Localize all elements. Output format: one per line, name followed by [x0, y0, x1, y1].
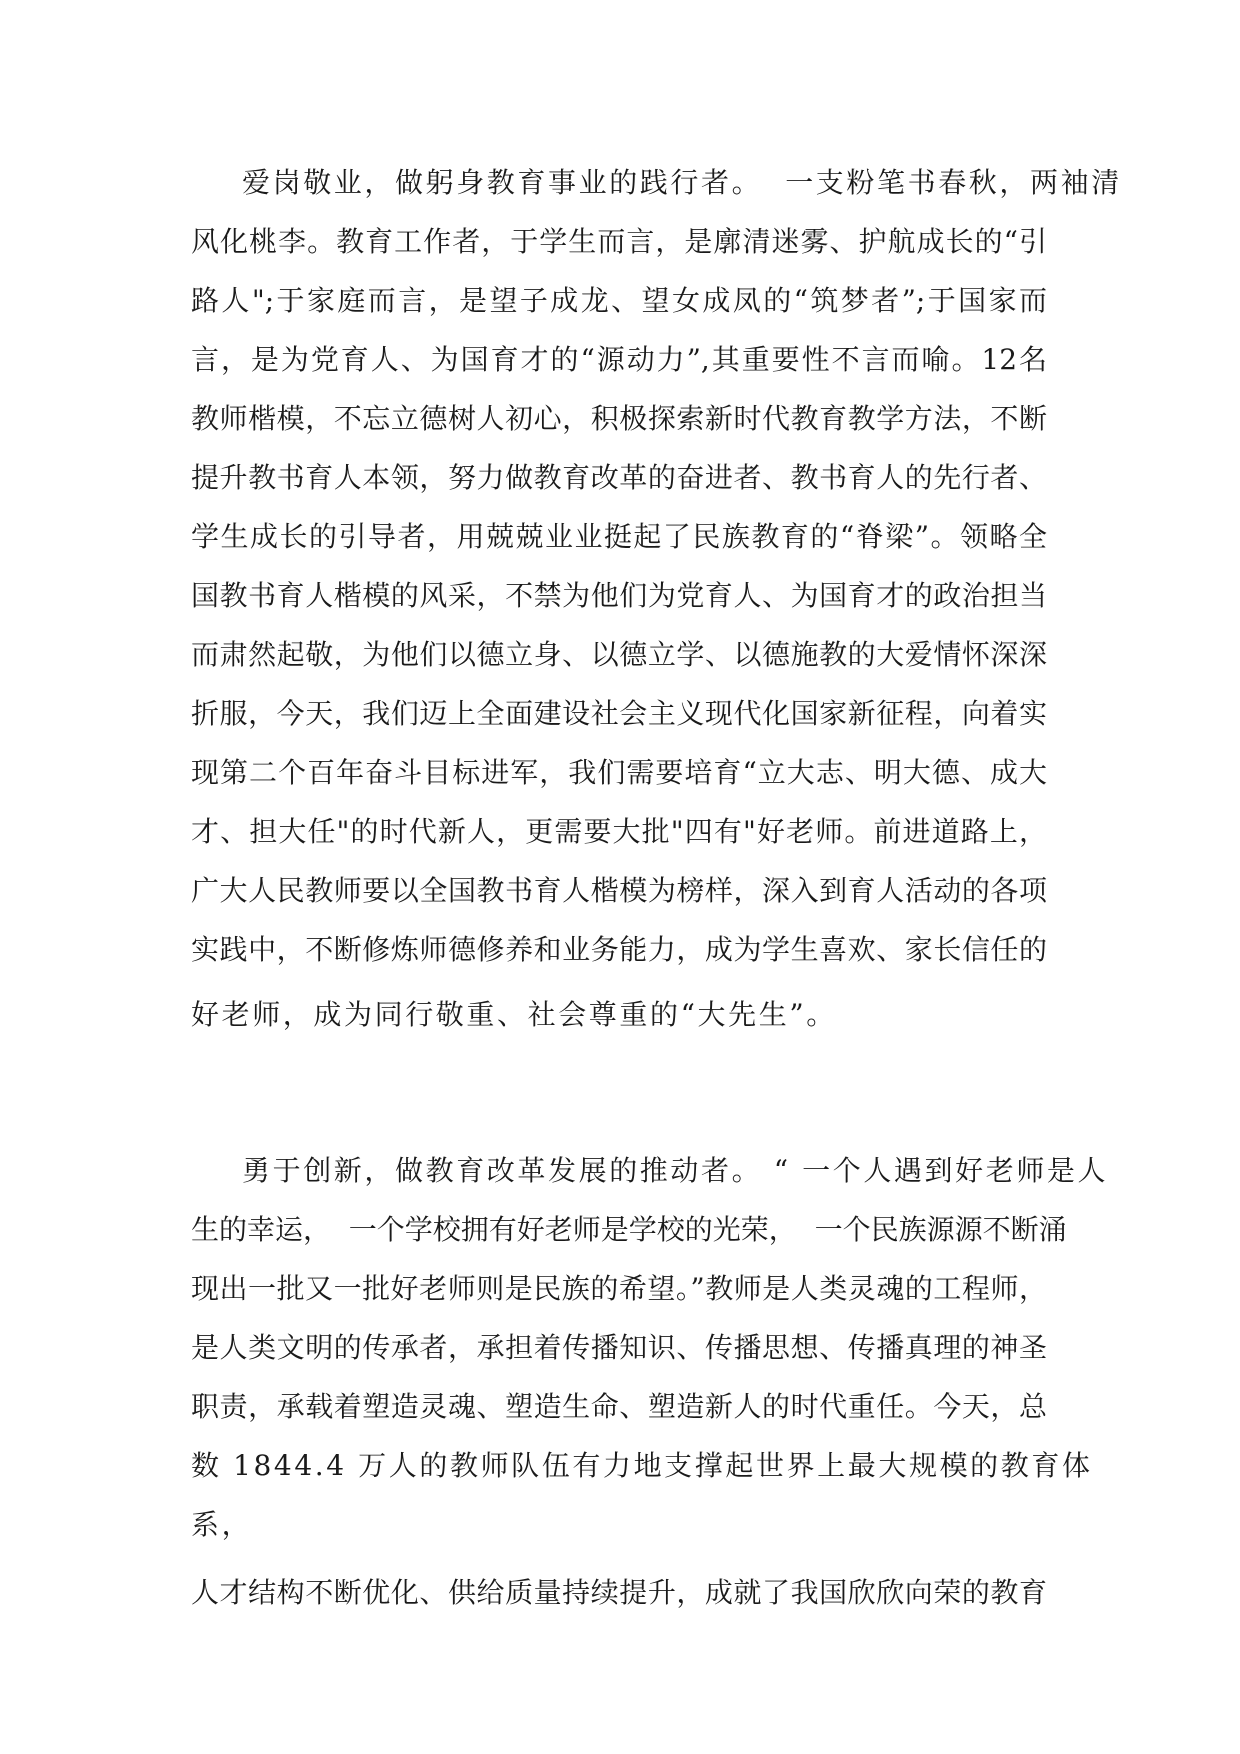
paragraph-line: 折服，今天，我们迈上全面建设社会主义现代化国家新征程，向着实: [191, 697, 1047, 730]
paragraph-line: 好老师，成为同行敬重、社会尊重的“大先生”。: [191, 998, 837, 1031]
paragraph-line: 系，: [191, 1508, 253, 1541]
paragraph-line: 才、担大任"的时代新人，更需要大批"四有"好老师。前进道路上，: [191, 815, 1047, 848]
paragraph-line: 而肃然起敬，为他们以德立身、以德立学、以德施教的大爱情怀深深: [191, 638, 1047, 671]
paragraph-line: 勇于创新，做教育改革发展的推动者。 “ 一个人遇到好老师是人: [242, 1154, 1109, 1187]
paragraph-line: 提升教书育人本领，努力做教育改革的奋进者、教书育人的先行者、: [191, 461, 1047, 494]
paragraph-line: 生的幸运， 一个学校拥有好老师是学校的光荣， 一个民族源源不断涌: [191, 1213, 1067, 1246]
paragraph-line: 实践中，不断修炼师德修养和业务能力，成为学生喜欢、家长信任的: [191, 933, 1047, 966]
paragraph-line: 爱岗敬业，做躬身教育事业的践行者。 一支粉笔书春秋，两袖清: [242, 166, 1122, 199]
paragraph-line: 职责，承载着塑造灵魂、塑造生命、塑造新人的时代重任。今天，总: [191, 1390, 1047, 1423]
paragraph-line: 风化桃李。教育工作者，于学生而言，是廓清迷雾、护航成长的“引: [191, 225, 1047, 258]
paragraph-line: 学生成长的引导者，用兢兢业业挺起了民族教育的“脊梁”。领略全: [191, 520, 1047, 553]
paragraph-line: 言，是为党育人、为国育才的“源动力”,其重要性不言而喻。12名: [191, 343, 1047, 376]
paragraph-line: 现第二个百年奋斗目标进军，我们需要培育“立大志、明大德、成大: [191, 756, 1047, 789]
paragraph-line: 教师楷模，不忘立德树人初心，积极探索新时代教育教学方法，不断: [191, 402, 1047, 435]
paragraph-line: 是人类文明的传承者，承担着传播知识、传播思想、传播真理的神圣: [191, 1331, 1047, 1364]
paragraph-line: 人才结构不断优化、供给质量持续提升，成就了我国欣欣向荣的教育: [191, 1576, 1047, 1609]
paragraph-line: 现出一批又一批好老师则是民族的希望。”教师是人类灵魂的工程师，: [191, 1272, 1047, 1305]
paragraph-line: 广大人民教师要以全国教书育人楷模为榜样，深入到育人活动的各项: [191, 874, 1047, 907]
paragraph-line: 数 1844.4 万人的教师队伍有力地支撑起世界上最大规模的教育体: [191, 1449, 1093, 1482]
paragraph-line: 路人";于家庭而言，是望子成龙、望女成凤的“筑梦者”;于国家而: [191, 284, 1047, 317]
paragraph-line: 国教书育人楷模的风采，不禁为他们为党育人、为国育才的政治担当: [191, 579, 1047, 612]
